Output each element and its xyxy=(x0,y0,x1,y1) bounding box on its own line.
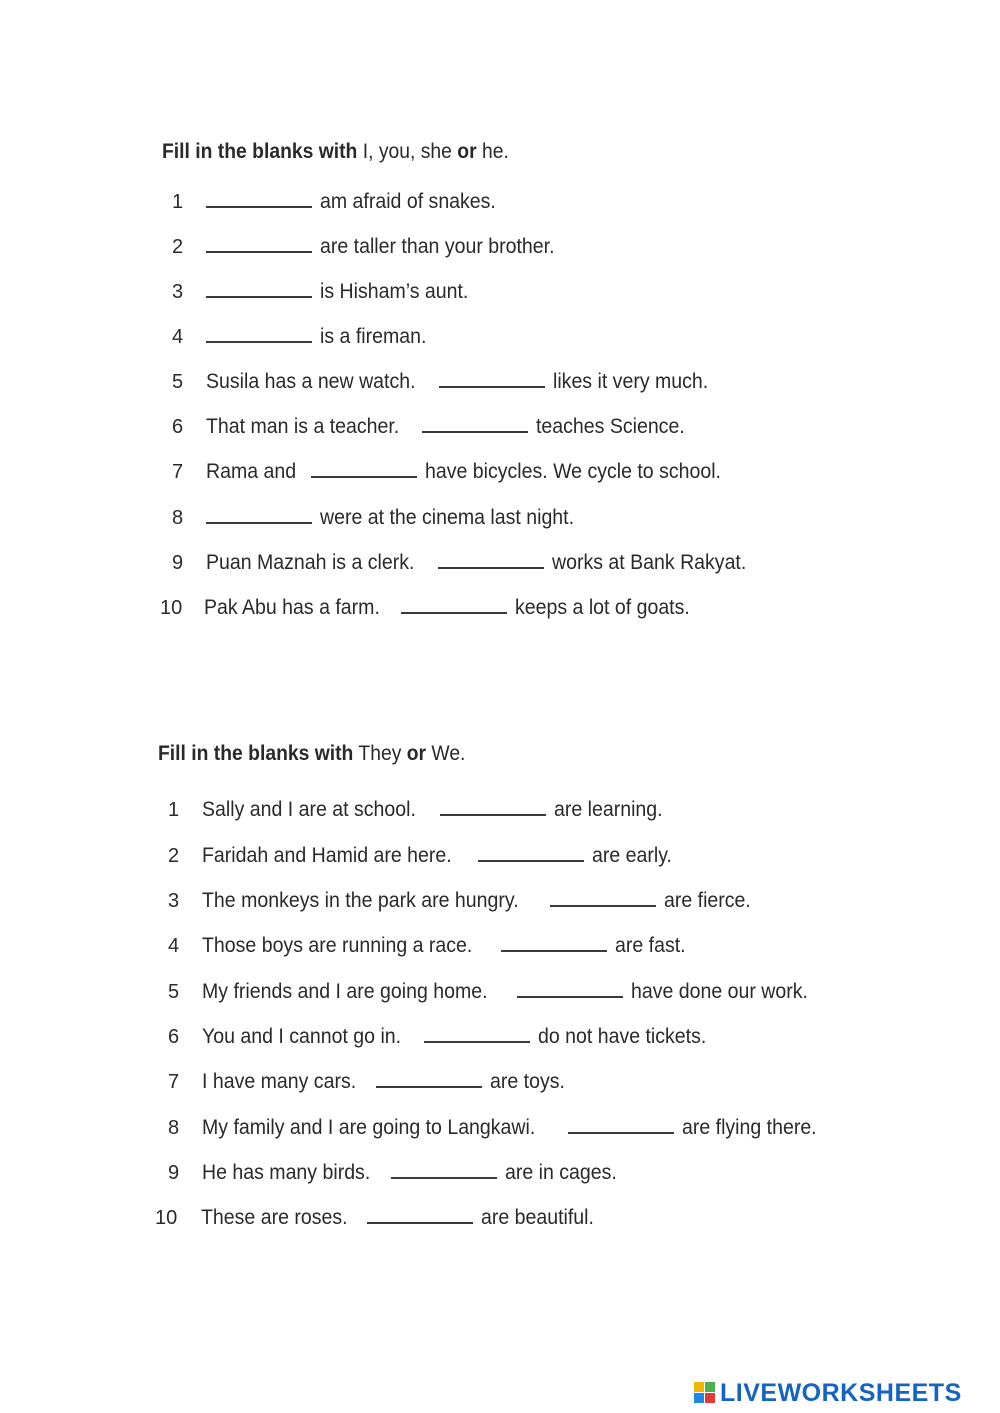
answer-blank[interactable] xyxy=(517,996,623,998)
answer-blank[interactable] xyxy=(568,1132,674,1134)
question-text-before: These are roses. xyxy=(201,1206,348,1229)
question-text-after: have bicycles. We cycle to school. xyxy=(424,460,721,483)
question-text-after: are beautiful. xyxy=(480,1206,594,1229)
question-text-before: Sally and I are at school. xyxy=(202,798,416,821)
question-row-9 xyxy=(168,1155,625,1185)
question-text-after: are fast. xyxy=(614,934,686,957)
question-text-after: keeps a lot of goats. xyxy=(515,596,690,619)
question-row-6 xyxy=(172,409,696,439)
question-number: 9 xyxy=(168,1162,180,1184)
question-row-7 xyxy=(168,1064,570,1094)
question-number: 4 xyxy=(172,326,184,348)
question-number: 4 xyxy=(168,935,180,957)
question-text-before: He has many birds. xyxy=(202,1161,371,1184)
question-text-after: have done our work. xyxy=(631,980,808,1003)
answer-blank[interactable] xyxy=(206,206,312,208)
question-text-after: are early. xyxy=(592,844,673,867)
question-text-before: I have many cars. xyxy=(202,1070,357,1093)
question-number: 7 xyxy=(172,461,184,483)
question-row-3 xyxy=(168,883,758,913)
answer-blank[interactable] xyxy=(424,1041,530,1043)
question-number: 2 xyxy=(172,236,184,258)
question-text-after: are in cages. xyxy=(504,1161,617,1184)
answer-blank[interactable] xyxy=(206,341,312,343)
question-text-after: teaches Science. xyxy=(535,415,685,438)
answer-blank[interactable] xyxy=(422,431,528,433)
heading-options-text: I, you, she xyxy=(362,140,452,163)
answer-blank[interactable] xyxy=(439,386,545,388)
heading-or-text: or xyxy=(457,140,477,163)
question-text-after: are fierce. xyxy=(664,889,752,912)
question-text-before: The monkeys in the park are hungry. xyxy=(202,889,519,912)
heading-options-text: he. xyxy=(481,140,509,163)
question-text-before: Susila has a new watch. xyxy=(206,370,416,393)
question-text-before: My family and I are going to Langkawi. xyxy=(202,1116,536,1139)
question-text-after: are learning. xyxy=(553,798,663,821)
question-text-before: You and I cannot go in. xyxy=(202,1025,402,1048)
question-row-5 xyxy=(168,974,821,1004)
answer-blank[interactable] xyxy=(367,1222,473,1224)
question-number: 3 xyxy=(172,281,184,303)
question-row-2 xyxy=(168,838,678,868)
question-text-after: likes it very much. xyxy=(553,370,709,393)
question-number: 5 xyxy=(172,371,184,393)
question-number: 7 xyxy=(168,1071,180,1093)
answer-blank[interactable] xyxy=(438,567,544,569)
answer-blank[interactable] xyxy=(206,251,312,253)
heading-bold-text: Fill in the blanks with xyxy=(162,140,358,163)
question-row-9 xyxy=(172,545,761,575)
question-row-8 xyxy=(168,1110,827,1140)
question-row-3 xyxy=(172,274,480,304)
answer-blank[interactable] xyxy=(206,296,312,298)
liveworksheets-logo[interactable] xyxy=(694,1379,962,1407)
answer-blank[interactable] xyxy=(440,814,546,816)
question-text-after: am afraid of snakes. xyxy=(320,190,496,213)
question-row-7 xyxy=(172,454,743,484)
question-row-5 xyxy=(172,364,720,394)
section-heading xyxy=(158,742,465,766)
section-heading xyxy=(162,140,509,164)
question-row-1 xyxy=(172,184,509,214)
heading-or-text: or xyxy=(406,742,427,765)
question-row-10 xyxy=(155,1200,602,1230)
logo-text: LIVEWORKSHEETS xyxy=(720,1378,962,1407)
question-text-after: were at the cinema last night. xyxy=(320,506,575,529)
answer-blank[interactable] xyxy=(478,860,584,862)
question-text-before: Rama and xyxy=(206,460,297,483)
question-text-after: are taller than your brother. xyxy=(320,235,555,258)
heading-options-text: They xyxy=(358,742,402,765)
answer-blank[interactable] xyxy=(401,612,507,614)
question-number: 5 xyxy=(168,981,180,1003)
question-row-10 xyxy=(160,590,703,620)
question-number: 1 xyxy=(168,799,180,821)
question-row-1 xyxy=(168,792,671,822)
question-number: 10 xyxy=(160,597,183,619)
question-row-8 xyxy=(172,500,593,530)
question-row-6 xyxy=(168,1019,719,1049)
question-text-after: are flying there. xyxy=(682,1116,817,1139)
question-text-after: do not have tickets. xyxy=(538,1025,707,1048)
question-number: 3 xyxy=(168,890,180,912)
answer-blank[interactable] xyxy=(311,476,417,478)
answer-blank[interactable] xyxy=(391,1177,497,1179)
liveworksheets-logo-icon xyxy=(694,1382,716,1404)
question-text-before: Puan Maznah is a clerk. xyxy=(206,551,415,574)
heading-options-text: We. xyxy=(431,742,466,765)
question-text-after: is Hisham’s aunt. xyxy=(320,280,469,303)
question-text-before: That man is a teacher. xyxy=(206,415,400,438)
question-number: 2 xyxy=(168,845,180,867)
question-text-before: Pak Abu has a farm. xyxy=(204,596,380,619)
question-text-before: Faridah and Hamid are here. xyxy=(202,844,452,867)
question-text-before: My friends and I are going home. xyxy=(202,980,488,1003)
question-text-after: is a fireman. xyxy=(320,325,427,348)
question-text-after: works at Bank Rakyat. xyxy=(552,551,747,574)
answer-blank[interactable] xyxy=(501,950,607,952)
question-number: 8 xyxy=(168,1117,180,1139)
question-number: 1 xyxy=(172,191,184,213)
question-text-before: Those boys are running a race. xyxy=(202,934,473,957)
question-row-4 xyxy=(168,928,691,958)
answer-blank[interactable] xyxy=(376,1086,482,1088)
question-number: 9 xyxy=(172,552,184,574)
question-number: 10 xyxy=(155,1207,178,1229)
answer-blank[interactable] xyxy=(206,522,312,524)
question-row-2 xyxy=(172,229,572,259)
question-text-after: are toys. xyxy=(489,1070,565,1093)
heading-bold-text: Fill in the blanks with xyxy=(158,742,354,765)
question-number: 8 xyxy=(172,507,184,529)
question-number: 6 xyxy=(168,1026,180,1048)
question-row-4 xyxy=(172,319,434,349)
answer-blank[interactable] xyxy=(550,905,656,907)
question-number: 6 xyxy=(172,416,184,438)
